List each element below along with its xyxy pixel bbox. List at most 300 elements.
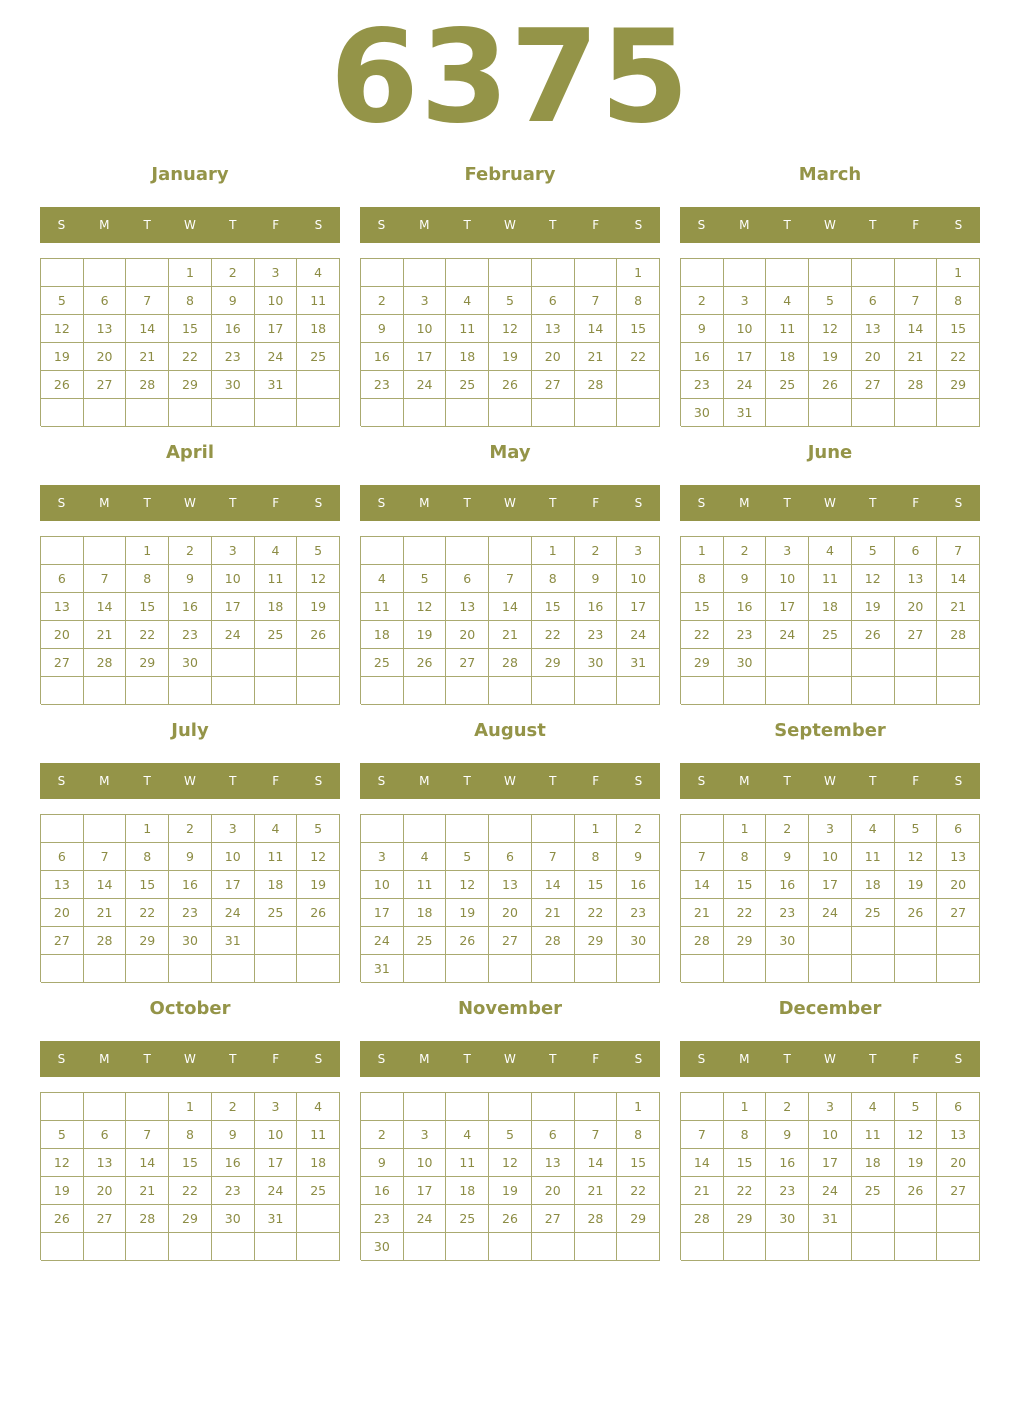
day-cell: 18 <box>446 1177 489 1205</box>
day-cell: 28 <box>937 621 980 649</box>
empty-day-cell <box>681 1233 724 1261</box>
empty-day-cell <box>617 1233 660 1261</box>
day-cell: 7 <box>126 1121 169 1149</box>
day-cell: 30 <box>617 927 660 955</box>
weekday-label: T <box>229 496 237 510</box>
day-cell: 25 <box>852 1177 895 1205</box>
day-cell: 23 <box>681 371 724 399</box>
day-cell: 21 <box>681 899 724 927</box>
day-grid <box>680 536 980 704</box>
day-cell: 18 <box>255 593 298 621</box>
empty-day-cell <box>404 1233 447 1261</box>
day-cell: 2 <box>169 537 212 565</box>
day-cell: 21 <box>575 343 618 371</box>
day-cell: 19 <box>895 1149 938 1177</box>
empty-day-cell <box>489 815 532 843</box>
day-cell: 8 <box>169 1121 212 1149</box>
day-cell: 5 <box>297 815 340 843</box>
weekday-label: T <box>783 496 791 510</box>
day-cell: 10 <box>361 871 404 899</box>
day-cell: 2 <box>766 1093 809 1121</box>
empty-day-cell <box>766 259 809 287</box>
day-cell: 14 <box>681 871 724 899</box>
day-cell: 27 <box>84 1205 127 1233</box>
day-cell: 30 <box>212 1205 255 1233</box>
day-cell: 25 <box>852 899 895 927</box>
day-cell: 30 <box>766 927 809 955</box>
empty-day-cell <box>489 1093 532 1121</box>
weekday-header <box>40 207 340 243</box>
day-cell: 5 <box>489 1121 532 1149</box>
month-name: July <box>171 720 209 741</box>
day-cell: 16 <box>361 1177 404 1205</box>
day-cell: 16 <box>617 871 660 899</box>
empty-day-cell <box>446 537 489 565</box>
day-cell: 14 <box>575 1149 618 1177</box>
day-cell: 24 <box>724 371 767 399</box>
empty-day-cell <box>404 815 447 843</box>
month-name: November <box>457 998 563 1019</box>
empty-day-cell <box>404 259 447 287</box>
day-cell: 25 <box>404 927 447 955</box>
day-cell: 28 <box>681 1205 724 1233</box>
empty-day-cell <box>255 649 298 677</box>
day-cell: 17 <box>361 899 404 927</box>
day-cell: 23 <box>212 343 255 371</box>
day-cell: 4 <box>361 565 404 593</box>
month-name: February <box>464 164 556 185</box>
day-cell: 4 <box>852 1093 895 1121</box>
day-cell: 4 <box>255 537 298 565</box>
day-cell: 7 <box>681 1121 724 1149</box>
empty-day-cell <box>126 259 169 287</box>
day-cell: 22 <box>724 899 767 927</box>
weekday-label: S <box>57 496 66 510</box>
empty-day-cell <box>575 1233 618 1261</box>
day-cell: 6 <box>937 1093 980 1121</box>
day-cell: 6 <box>852 287 895 315</box>
day-cell: 6 <box>84 287 127 315</box>
empty-day-cell <box>895 677 938 705</box>
day-cell: 19 <box>489 343 532 371</box>
empty-day-cell <box>681 1093 724 1121</box>
weekday-label: W <box>504 218 516 232</box>
day-cell: 15 <box>724 1149 767 1177</box>
day-cell: 8 <box>724 843 767 871</box>
year-title: 6375 <box>329 3 691 152</box>
day-grid <box>680 814 980 982</box>
weekday-label: T <box>143 496 151 510</box>
day-cell: 23 <box>766 1177 809 1205</box>
day-cell: 17 <box>212 593 255 621</box>
day-cell: 26 <box>852 621 895 649</box>
day-cell: 8 <box>724 1121 767 1149</box>
day-cell: 31 <box>255 1205 298 1233</box>
day-cell: 22 <box>126 899 169 927</box>
empty-day-cell <box>169 955 212 983</box>
empty-day-cell <box>852 649 895 677</box>
day-cell: 22 <box>681 621 724 649</box>
day-cell: 25 <box>809 621 852 649</box>
day-cell: 2 <box>766 815 809 843</box>
empty-day-cell <box>809 677 852 705</box>
day-cell: 23 <box>575 621 618 649</box>
month-name: April <box>165 442 215 463</box>
day-cell: 28 <box>126 371 169 399</box>
empty-day-cell <box>446 1093 489 1121</box>
empty-day-cell <box>937 677 980 705</box>
day-cell: 28 <box>575 1205 618 1233</box>
day-cell: 13 <box>489 871 532 899</box>
day-cell: 6 <box>84 1121 127 1149</box>
day-cell: 31 <box>809 1205 852 1233</box>
day-cell: 17 <box>212 871 255 899</box>
weekday-label: T <box>549 1052 557 1066</box>
day-cell: 29 <box>169 371 212 399</box>
empty-day-cell <box>255 1233 298 1261</box>
weekday-label: M <box>739 496 750 510</box>
day-cell: 24 <box>255 1177 298 1205</box>
day-cell: 4 <box>297 259 340 287</box>
day-cell: 2 <box>724 537 767 565</box>
day-cell: 6 <box>937 815 980 843</box>
day-cell: 11 <box>297 1121 340 1149</box>
empty-day-cell <box>937 927 980 955</box>
day-cell: 21 <box>84 621 127 649</box>
weekday-label: F <box>592 218 600 232</box>
day-cell: 15 <box>169 1149 212 1177</box>
day-cell: 3 <box>404 287 447 315</box>
day-cell: 10 <box>255 1121 298 1149</box>
day-cell: 16 <box>169 593 212 621</box>
day-cell: 11 <box>446 315 489 343</box>
weekday-label: M <box>99 496 110 510</box>
day-cell: 12 <box>489 1149 532 1177</box>
day-cell: 5 <box>489 287 532 315</box>
day-cell: 9 <box>617 843 660 871</box>
empty-day-cell <box>617 677 660 705</box>
weekday-label: W <box>184 1052 196 1066</box>
day-cell: 25 <box>297 343 340 371</box>
day-cell: 23 <box>169 621 212 649</box>
day-cell: 19 <box>297 871 340 899</box>
day-cell: 13 <box>84 315 127 343</box>
day-cell: 10 <box>724 315 767 343</box>
empty-day-cell <box>852 677 895 705</box>
day-cell: 14 <box>532 871 575 899</box>
empty-day-cell <box>297 955 340 983</box>
weekday-label: T <box>869 218 877 232</box>
empty-day-cell <box>489 537 532 565</box>
day-cell: 12 <box>41 1149 84 1177</box>
day-cell: 15 <box>937 315 980 343</box>
day-cell: 19 <box>446 899 489 927</box>
weekday-header <box>360 485 660 521</box>
day-cell: 8 <box>575 843 618 871</box>
empty-day-cell <box>766 649 809 677</box>
weekday-label: S <box>697 774 706 788</box>
day-cell: 1 <box>126 537 169 565</box>
day-cell: 27 <box>84 371 127 399</box>
day-cell: 22 <box>617 343 660 371</box>
day-cell: 7 <box>126 287 169 315</box>
day-cell: 28 <box>489 649 532 677</box>
day-cell: 15 <box>617 315 660 343</box>
day-cell: 20 <box>937 871 980 899</box>
day-cell: 23 <box>766 899 809 927</box>
empty-day-cell <box>766 677 809 705</box>
weekday-label: F <box>592 774 600 788</box>
empty-day-cell <box>681 677 724 705</box>
month-name: June <box>807 442 853 463</box>
day-cell: 29 <box>681 649 724 677</box>
day-cell: 15 <box>532 593 575 621</box>
empty-day-cell <box>532 1093 575 1121</box>
empty-day-cell <box>212 677 255 705</box>
weekday-header <box>680 485 980 521</box>
weekday-label: S <box>57 1052 66 1066</box>
empty-day-cell <box>852 259 895 287</box>
weekday-label: M <box>99 218 110 232</box>
empty-day-cell <box>41 1233 84 1261</box>
empty-day-cell <box>361 259 404 287</box>
empty-day-cell <box>937 955 980 983</box>
weekday-label: S <box>634 218 643 232</box>
empty-day-cell <box>809 927 852 955</box>
day-cell: 16 <box>724 593 767 621</box>
empty-day-cell <box>532 259 575 287</box>
empty-day-cell <box>575 677 618 705</box>
weekday-label: S <box>57 774 66 788</box>
empty-day-cell <box>212 399 255 427</box>
empty-day-cell <box>212 1233 255 1261</box>
weekday-label: F <box>912 496 920 510</box>
day-cell: 16 <box>169 871 212 899</box>
day-cell: 26 <box>895 899 938 927</box>
weekday-label: T <box>463 496 471 510</box>
weekday-label: S <box>314 218 323 232</box>
day-grid <box>40 258 340 426</box>
day-cell: 22 <box>169 343 212 371</box>
weekday-label: F <box>272 218 280 232</box>
empty-day-cell <box>126 955 169 983</box>
weekday-label: S <box>377 496 386 510</box>
empty-day-cell <box>852 399 895 427</box>
day-cell: 17 <box>617 593 660 621</box>
weekday-label: W <box>824 496 836 510</box>
day-cell: 20 <box>895 593 938 621</box>
day-cell: 16 <box>575 593 618 621</box>
empty-day-cell <box>489 677 532 705</box>
empty-day-cell <box>297 1205 340 1233</box>
empty-day-cell <box>446 677 489 705</box>
day-cell: 18 <box>404 899 447 927</box>
day-cell: 14 <box>84 871 127 899</box>
day-cell: 14 <box>681 1149 724 1177</box>
day-cell: 5 <box>895 815 938 843</box>
day-cell: 20 <box>446 621 489 649</box>
empty-day-cell <box>404 955 447 983</box>
empty-day-cell <box>617 955 660 983</box>
empty-day-cell <box>446 815 489 843</box>
day-cell: 29 <box>532 649 575 677</box>
day-cell: 4 <box>446 287 489 315</box>
day-cell: 1 <box>937 259 980 287</box>
day-cell: 26 <box>895 1177 938 1205</box>
day-cell: 28 <box>895 371 938 399</box>
day-cell: 5 <box>446 843 489 871</box>
empty-day-cell <box>169 399 212 427</box>
day-cell: 29 <box>617 1205 660 1233</box>
weekday-label: S <box>314 1052 323 1066</box>
weekday-label: T <box>869 496 877 510</box>
empty-day-cell <box>446 1233 489 1261</box>
day-cell: 17 <box>809 1149 852 1177</box>
day-cell: 12 <box>489 315 532 343</box>
day-grid <box>40 536 340 704</box>
day-cell: 31 <box>724 399 767 427</box>
weekday-label: W <box>504 774 516 788</box>
weekday-header <box>40 1041 340 1077</box>
day-cell: 11 <box>446 1149 489 1177</box>
day-cell: 18 <box>852 1149 895 1177</box>
day-grid <box>360 536 660 704</box>
weekday-label: S <box>954 218 963 232</box>
day-cell: 10 <box>404 315 447 343</box>
empty-day-cell <box>937 399 980 427</box>
day-cell: 10 <box>212 843 255 871</box>
weekday-label: S <box>634 774 643 788</box>
day-cell: 11 <box>297 287 340 315</box>
day-cell: 10 <box>809 1121 852 1149</box>
weekday-header <box>360 763 660 799</box>
empty-day-cell <box>895 1205 938 1233</box>
weekday-label: T <box>783 218 791 232</box>
empty-day-cell <box>84 677 127 705</box>
day-cell: 23 <box>617 899 660 927</box>
empty-day-cell <box>489 259 532 287</box>
day-cell: 17 <box>766 593 809 621</box>
day-cell: 17 <box>255 1149 298 1177</box>
day-cell: 5 <box>297 537 340 565</box>
empty-day-cell <box>361 537 404 565</box>
day-cell: 22 <box>575 899 618 927</box>
day-cell: 23 <box>361 371 404 399</box>
day-cell: 27 <box>446 649 489 677</box>
day-cell: 25 <box>297 1177 340 1205</box>
day-cell: 6 <box>41 843 84 871</box>
empty-day-cell <box>681 955 724 983</box>
empty-day-cell <box>361 1093 404 1121</box>
empty-day-cell <box>255 927 298 955</box>
day-cell: 5 <box>41 1121 84 1149</box>
day-cell: 18 <box>766 343 809 371</box>
day-cell: 3 <box>361 843 404 871</box>
empty-day-cell <box>532 677 575 705</box>
weekday-label: S <box>954 496 963 510</box>
day-cell: 13 <box>41 871 84 899</box>
day-cell: 9 <box>681 315 724 343</box>
weekday-label: W <box>504 1052 516 1066</box>
day-cell: 21 <box>937 593 980 621</box>
day-grid <box>360 814 660 982</box>
empty-day-cell <box>404 399 447 427</box>
empty-day-cell <box>809 955 852 983</box>
day-cell: 10 <box>809 843 852 871</box>
empty-day-cell <box>895 927 938 955</box>
day-cell: 4 <box>297 1093 340 1121</box>
empty-day-cell <box>532 399 575 427</box>
weekday-label: M <box>739 774 750 788</box>
empty-day-cell <box>41 955 84 983</box>
day-cell: 15 <box>169 315 212 343</box>
weekday-label: M <box>739 218 750 232</box>
day-cell: 21 <box>895 343 938 371</box>
day-cell: 14 <box>895 315 938 343</box>
day-cell: 30 <box>724 649 767 677</box>
day-cell: 31 <box>212 927 255 955</box>
day-cell: 9 <box>361 315 404 343</box>
day-cell: 8 <box>532 565 575 593</box>
day-cell: 7 <box>575 287 618 315</box>
day-cell: 25 <box>446 371 489 399</box>
day-cell: 13 <box>446 593 489 621</box>
empty-day-cell <box>852 955 895 983</box>
weekday-label: F <box>272 774 280 788</box>
day-cell: 27 <box>532 371 575 399</box>
day-cell: 27 <box>41 649 84 677</box>
weekday-label: T <box>783 1052 791 1066</box>
day-cell: 3 <box>617 537 660 565</box>
day-cell: 13 <box>532 1149 575 1177</box>
empty-day-cell <box>852 1233 895 1261</box>
day-cell: 2 <box>212 259 255 287</box>
empty-day-cell <box>895 955 938 983</box>
empty-day-cell <box>852 1205 895 1233</box>
day-cell: 30 <box>681 399 724 427</box>
empty-day-cell <box>895 259 938 287</box>
day-cell: 15 <box>126 593 169 621</box>
day-cell: 24 <box>404 1205 447 1233</box>
empty-day-cell <box>766 955 809 983</box>
day-cell: 13 <box>532 315 575 343</box>
weekday-label: T <box>549 218 557 232</box>
day-cell: 3 <box>809 815 852 843</box>
day-cell: 17 <box>724 343 767 371</box>
day-cell: 7 <box>937 537 980 565</box>
day-grid <box>680 258 980 426</box>
day-cell: 28 <box>84 927 127 955</box>
day-cell: 26 <box>41 1205 84 1233</box>
day-cell: 3 <box>724 287 767 315</box>
day-cell: 9 <box>766 1121 809 1149</box>
weekday-label: M <box>99 774 110 788</box>
day-cell: 16 <box>212 1149 255 1177</box>
empty-day-cell <box>404 537 447 565</box>
day-cell: 27 <box>489 927 532 955</box>
day-cell: 29 <box>724 1205 767 1233</box>
weekday-label: W <box>184 774 196 788</box>
day-cell: 18 <box>297 1149 340 1177</box>
day-cell: 31 <box>255 371 298 399</box>
empty-day-cell <box>126 1093 169 1121</box>
empty-day-cell <box>489 1233 532 1261</box>
day-cell: 12 <box>404 593 447 621</box>
day-cell: 16 <box>361 343 404 371</box>
empty-day-cell <box>297 649 340 677</box>
day-cell: 26 <box>809 371 852 399</box>
day-cell: 22 <box>169 1177 212 1205</box>
